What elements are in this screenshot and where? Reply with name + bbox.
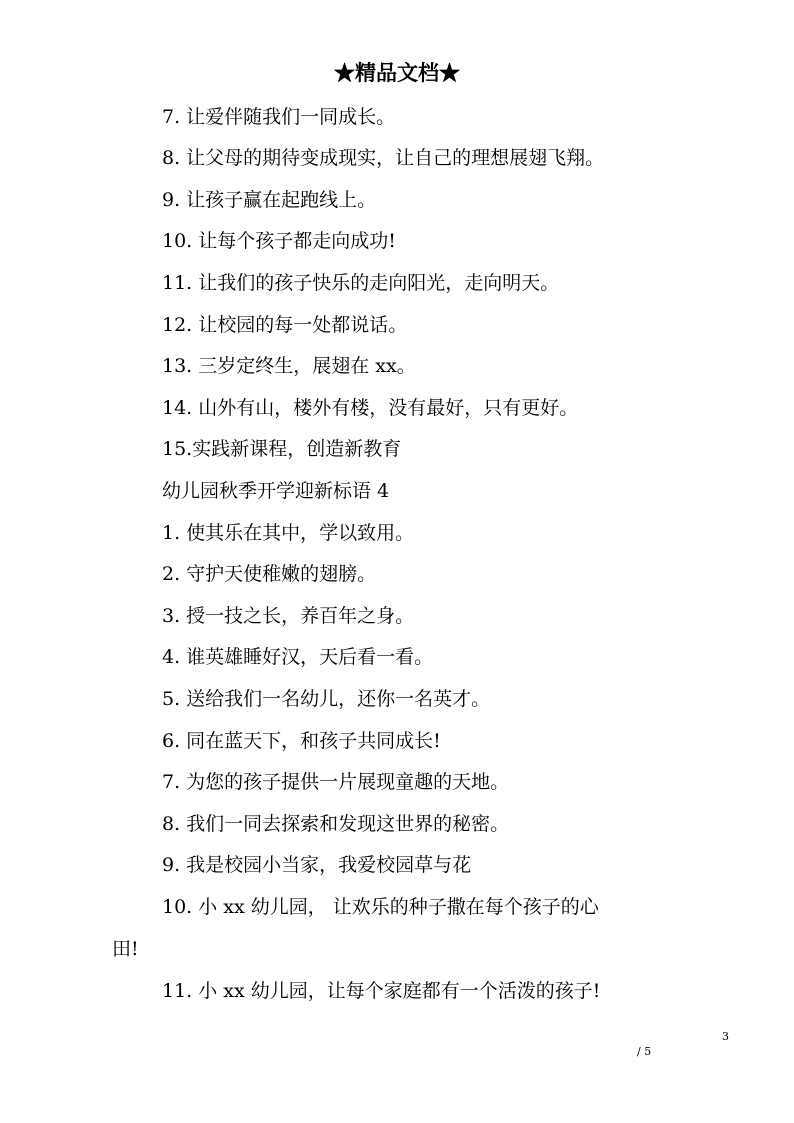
slogan-line: 6. 同在蓝天下，和孩子共同成长!	[162, 730, 441, 752]
page-number: 3	[722, 1030, 729, 1043]
slogan-line: 4. 谁英雄睡好汉，天后看一看。	[162, 646, 434, 668]
slogan-line: 9. 让孩子赢在起跑线上。	[162, 189, 377, 211]
slogan-line: 7. 为您的孩子提供一片展现童趣的天地。	[162, 771, 510, 793]
slogan-line: 2. 守护天使稚嫩的翅膀。	[162, 563, 377, 585]
slogan-line: 8. 让父母的期待变成现实，让自己的理想展翅飞翔。	[162, 147, 605, 169]
slogan-line: 5. 送给我们一名幼儿，还你一名英才。	[162, 688, 491, 710]
slogan-line: 12. 让校园的每一处都说话。	[162, 314, 408, 336]
page-header-title: ★精品文档★	[334, 60, 460, 85]
slogan-line: 14. 山外有山，楼外有楼，没有最好，只有更好。	[162, 397, 579, 419]
slogan-line: 11. 让我们的孩子快乐的走向阳光，走向明天。	[162, 272, 560, 294]
slogan-line: 10. 让每个孩子都走向成功!	[162, 230, 396, 252]
slogan-line: 10. 小 xx 幼儿园， 让欢乐的种子撒在每个孩子的心	[162, 896, 599, 918]
slogan-line: 15.实践新课程，创造新教育	[162, 438, 402, 460]
slogan-line: 3. 授一技之长，养百年之身。	[162, 605, 415, 627]
slogan-line-continuation: 田!	[112, 938, 139, 960]
section-heading: 幼儿园秋季开学迎新标语 4	[162, 480, 390, 502]
slogan-line: 11. 小 xx 幼儿园，让每个家庭都有一个活泼的孩子!	[162, 980, 601, 1002]
slogan-line: 7. 让爱伴随我们一同成长。	[162, 106, 396, 128]
slogan-line: 1. 使其乐在其中，学以致用。	[162, 522, 415, 544]
page-total: / 5	[637, 1045, 652, 1058]
slogan-line: 13. 三岁定终生，展翅在 xx。	[162, 355, 416, 377]
slogan-line: 8. 我们一同去探索和发现这世界的秘密。	[162, 813, 510, 835]
slogan-line: 9. 我是校园小当家，我爱校园草与花	[162, 854, 472, 876]
